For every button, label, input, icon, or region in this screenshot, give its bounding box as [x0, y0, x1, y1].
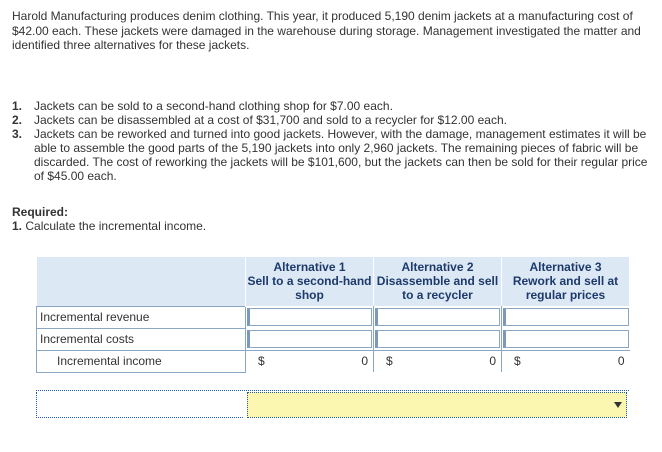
table-row	[37, 306, 630, 328]
costs-alt2-input[interactable]	[375, 330, 500, 348]
income-alt2-value	[374, 351, 501, 371]
best-alternative-dropdown[interactable]	[247, 392, 627, 418]
table-cell	[246, 350, 374, 372]
list-number: 2.	[12, 113, 23, 127]
table-row	[37, 328, 630, 350]
table-row	[37, 350, 630, 372]
list-item	[12, 99, 652, 113]
column-header-alt2	[374, 257, 502, 306]
list-item	[12, 127, 652, 183]
table-cell	[374, 350, 502, 372]
question-number: 1.	[12, 219, 23, 233]
column-subtitle: Disassemble and sell to a recycler	[376, 274, 499, 302]
table-cell	[246, 306, 374, 328]
list-text: Jackets can be reworked and turned into good jackets. However, with the damage, management estimates it will be able to assemble the good parts of the 5,190 jackets into only 2,960 jackets. The remaining pieces of fabric will be discarded. The cost of reworking the jackets will be $101,600, but the jackets can then be sold for their regular price of $45.00 each.	[34, 127, 648, 183]
column-header-alt1	[246, 257, 374, 306]
column-title: Alternative 3	[529, 260, 602, 274]
problem-intro: Harold Manufacturing produces denim clothing. This year, it produced 5,190 denim jackets at a manufacturing cost of $42.00 each. These jackets were damaged in the warehouse during storage. Management investigated the matter and identified three alternatives for these jackets.	[12, 9, 641, 52]
answer-label-box	[36, 392, 243, 418]
required-heading: Required:	[12, 205, 69, 219]
table-cell	[374, 306, 502, 328]
row-label-revenue: Incremental revenue	[37, 306, 246, 328]
column-subtitle: Sell to a second-hand shop	[247, 274, 372, 302]
question-text: Calculate the incremental income.	[25, 219, 207, 233]
required-question	[12, 219, 206, 233]
currency-symbol: $	[258, 354, 265, 369]
header-blank	[37, 257, 246, 306]
incremental-income-table	[36, 257, 630, 373]
table-cell	[502, 306, 630, 328]
table-header-row	[37, 257, 630, 306]
row-label-costs: Incremental costs	[37, 328, 246, 350]
list-text: Jackets can be disassembled at a cost of $31,700 and sold to a recycler for $12.00 each.	[34, 113, 507, 127]
column-title: Alternative 1	[273, 260, 346, 274]
income-amount: 0	[617, 354, 625, 369]
currency-symbol: $	[386, 354, 393, 369]
income-amount: 0	[489, 354, 496, 369]
list-number: 1.	[12, 99, 23, 113]
alternatives-list	[12, 99, 652, 183]
table-cell	[502, 328, 630, 350]
column-title: Alternative 2	[401, 260, 474, 274]
income-amount: 0	[361, 354, 368, 369]
chevron-down-icon[interactable]	[614, 402, 622, 408]
costs-alt1-input[interactable]	[247, 330, 372, 348]
table-cell	[246, 328, 374, 350]
list-text: Jackets can be sold to a second-hand clothing shop for $7.00 each.	[34, 99, 393, 113]
income-alt3-value	[502, 351, 630, 371]
revenue-alt3-input[interactable]	[503, 308, 629, 326]
list-item	[12, 113, 652, 127]
income-alt1-value	[246, 351, 373, 371]
answer-divider	[36, 390, 629, 391]
revenue-alt1-input[interactable]	[247, 308, 372, 326]
table-cell	[502, 350, 630, 372]
table-cell	[374, 328, 502, 350]
revenue-alt2-input[interactable]	[375, 308, 500, 326]
required-section	[12, 205, 206, 233]
list-number: 3.	[12, 127, 23, 141]
currency-symbol: $	[514, 354, 521, 369]
costs-alt3-input[interactable]	[503, 330, 629, 348]
column-subtitle: Rework and sell at regular prices	[512, 274, 619, 302]
column-header-alt3	[502, 257, 630, 306]
row-label-income: Incremental income	[37, 350, 246, 372]
